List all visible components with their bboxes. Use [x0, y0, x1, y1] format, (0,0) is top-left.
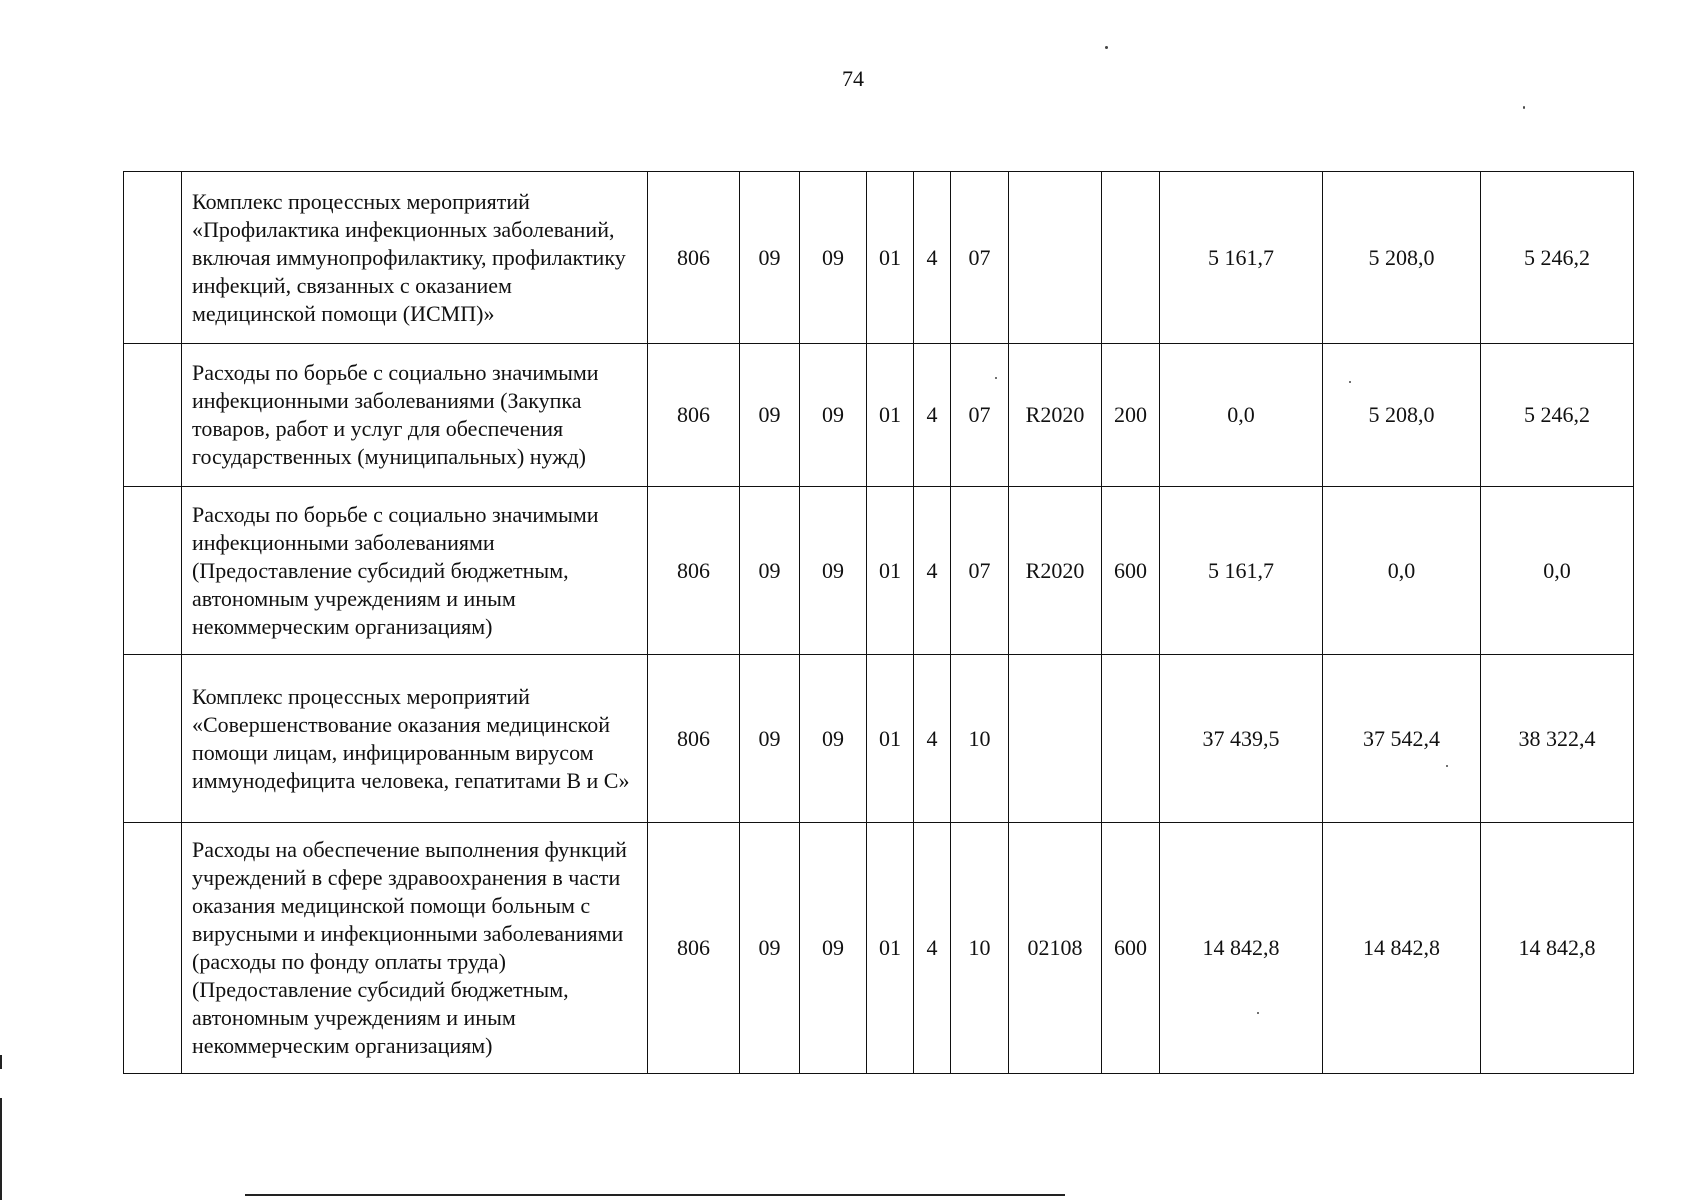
measure-code-cell: 10 [951, 655, 1009, 823]
amount-year3-cell: 38 322,4 [1481, 655, 1634, 823]
program-code-cell: 01 [867, 344, 914, 487]
ministry-code-cell: 806 [648, 344, 740, 487]
program-code-cell: 01 [867, 487, 914, 655]
subprogram-code-cell: 4 [914, 344, 951, 487]
scan-edge-mark [0, 1055, 2, 1069]
row-number-cell [124, 172, 182, 344]
program-code-cell: 01 [867, 823, 914, 1074]
direction-code-cell: R2020 [1009, 344, 1102, 487]
direction-code-cell [1009, 172, 1102, 344]
expense-type-cell: 600 [1102, 487, 1160, 655]
row-number-cell [124, 487, 182, 655]
direction-code-cell [1009, 655, 1102, 823]
budget-table [123, 171, 1634, 1074]
table-row [124, 344, 1634, 487]
ministry-code-cell: 806 [648, 172, 740, 344]
table-row [124, 823, 1634, 1074]
amount-year2-cell: 14 842,8 [1323, 823, 1481, 1074]
expense-type-cell: 600 [1102, 823, 1160, 1074]
amount-year1-cell: 5 161,7 [1160, 172, 1323, 344]
row-number-cell [124, 823, 182, 1074]
scan-edge-mark [0, 1098, 2, 1200]
description-cell: Расходы по борьбе с социально значимыми инфекционными заболеваниями (Закупка товаров, работ и услуг для обеспечения государственных (муниципальных) нужд) [182, 344, 648, 487]
ministry-code-cell: 806 [648, 823, 740, 1074]
subsection-code-cell: 09 [800, 344, 867, 487]
expense-type-cell: 200 [1102, 344, 1160, 487]
program-code-cell: 01 [867, 655, 914, 823]
measure-code-cell: 10 [951, 823, 1009, 1074]
amount-year2-cell: 5 208,0 [1323, 344, 1481, 487]
amount-year2-cell: 37 542,4 [1323, 655, 1481, 823]
section-code-cell: 09 [740, 172, 800, 344]
subsection-code-cell: 09 [800, 655, 867, 823]
expense-type-cell [1102, 655, 1160, 823]
subsection-code-cell: 09 [800, 172, 867, 344]
direction-code-cell: R2020 [1009, 487, 1102, 655]
scan-speck [1105, 46, 1108, 49]
subprogram-code-cell: 4 [914, 655, 951, 823]
amount-year3-cell: 5 246,2 [1481, 172, 1634, 344]
scan-speck [1523, 106, 1525, 109]
subsection-code-cell: 09 [800, 823, 867, 1074]
amount-year1-cell: 0,0 [1160, 344, 1323, 487]
page-number: 74 [842, 66, 864, 91]
description-cell: Расходы по борьбе с социально значимыми инфекционными заболеваниями (Предоставление субсидий бюджетным, автономным учреждениям и иным некоммерческим организациям) [182, 487, 648, 655]
ministry-code-cell: 806 [648, 655, 740, 823]
program-code-cell: 01 [867, 172, 914, 344]
section-code-cell: 09 [740, 823, 800, 1074]
amount-year3-cell: 14 842,8 [1481, 823, 1634, 1074]
ministry-code-cell: 806 [648, 487, 740, 655]
subprogram-code-cell: 4 [914, 487, 951, 655]
amount-year2-cell: 5 208,0 [1323, 172, 1481, 344]
amount-year2-cell: 0,0 [1323, 487, 1481, 655]
description-cell: Расходы на обеспечение выполнения функций учреждений в сфере здравоохранения в части оказания медицинской помощи больным с вирусными и инфекционными заболеваниями (расходы по фонду оплаты труда) (Предоставление субсидий бюджетным, автономным учреждениям и иным некоммерческим организациям) [182, 823, 648, 1074]
measure-code-cell: 07 [951, 344, 1009, 487]
amount-year1-cell: 37 439,5 [1160, 655, 1323, 823]
description-cell: Комплекс процессных мероприятий «Совершенствование оказания медицинской помощи лицам, инфицированным вирусом иммунодефицита человека, гепатитами В и С» [182, 655, 648, 823]
section-code-cell: 09 [740, 487, 800, 655]
expense-type-cell [1102, 172, 1160, 344]
measure-code-cell: 07 [951, 172, 1009, 344]
direction-code-cell: 02108 [1009, 823, 1102, 1074]
amount-year1-cell: 5 161,7 [1160, 487, 1323, 655]
footnote-rule [245, 1194, 1065, 1196]
amount-year1-cell: 14 842,8 [1160, 823, 1323, 1074]
section-code-cell: 09 [740, 344, 800, 487]
subprogram-code-cell: 4 [914, 172, 951, 344]
row-number-cell [124, 344, 182, 487]
table-row [124, 487, 1634, 655]
measure-code-cell: 07 [951, 487, 1009, 655]
row-number-cell [124, 655, 182, 823]
section-code-cell: 09 [740, 655, 800, 823]
amount-year3-cell: 0,0 [1481, 487, 1634, 655]
amount-year3-cell: 5 246,2 [1481, 344, 1634, 487]
table-row [124, 172, 1634, 344]
table-row [124, 655, 1634, 823]
description-cell: Комплекс процессных мероприятий «Профилактика инфекционных заболеваний, включая иммунопрофилактику, профилактику инфекций, связанных с оказанием медицинской помощи (ИСМП)» [182, 172, 648, 344]
subsection-code-cell: 09 [800, 487, 867, 655]
subprogram-code-cell: 4 [914, 823, 951, 1074]
